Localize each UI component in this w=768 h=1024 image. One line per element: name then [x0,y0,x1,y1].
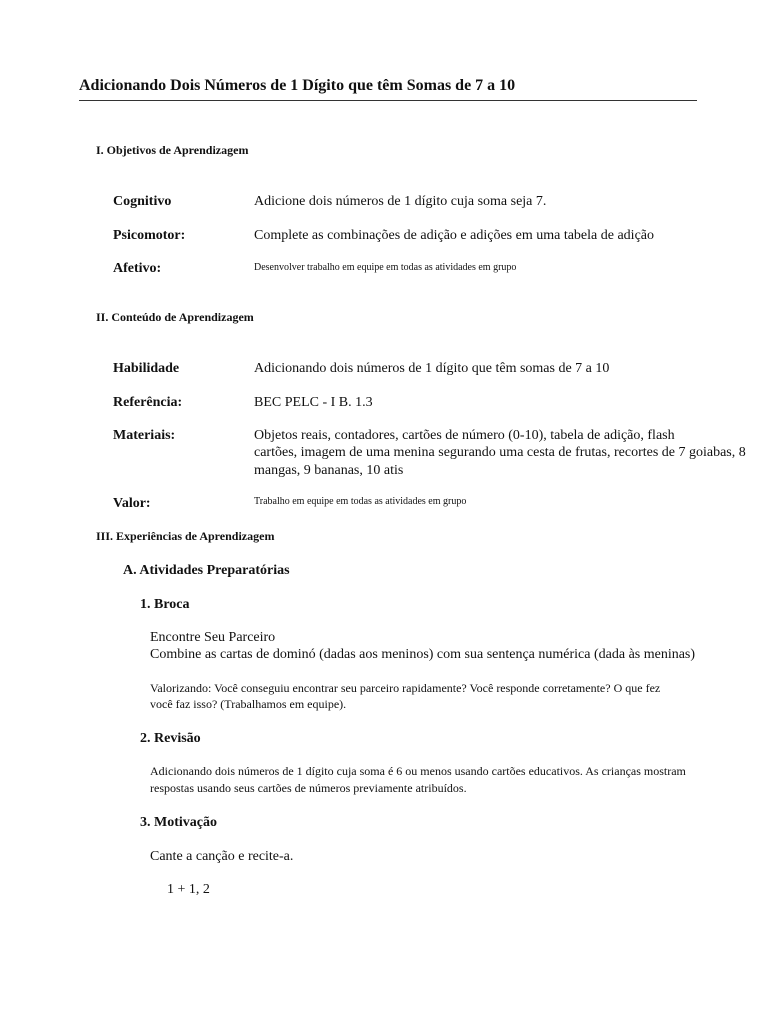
row-value-cognitivo: Adicione dois números de 1 dígito cuja soma seja 7. [254,194,547,209]
section-heading-objectives: I. Objetivos de Aprendizagem [96,143,249,157]
row-label-habilidade: Habilidade [113,361,180,376]
row-value-valor: Trabalho em equipe em todas as atividades em grupo [254,496,467,507]
row-label-cognitivo: Cognitivo [113,194,172,209]
motivacao-song-line: 1 + 1, 2 [167,882,210,897]
broca-valuing-line-2: você faz isso? (Trabalhamos em equipe). [150,697,347,711]
section-heading-experiences: III. Experiências de Aprendizagem [96,529,275,543]
motivacao-line-1: Cante a canção e recite-a. [150,849,294,864]
broca-line-2: Combine as cartas de dominó (dadas aos meninos) com sua sentença numérica (dada às meninas) [150,647,696,662]
row-value-habilidade: Adicionando dois números de 1 dígito que têm somas de 7 a 10 [254,361,610,376]
broca-line-1: Encontre Seu Parceiro [150,630,276,645]
row-label-referencia: Referência: [113,395,183,410]
row-value-materiais-line-2: cartões, imagem de uma menina segurando uma cesta de frutas, recortes de 7 goiabas, 8 [254,445,746,460]
item-heading-motivacao: 3. Motivação [140,815,217,830]
row-label-valor: Valor: [113,496,151,511]
subsection-heading-preparatory: A. Atividades Preparatórias [123,563,290,578]
section-heading-content: II. Conteúdo de Aprendizagem [96,310,254,324]
row-value-materiais-line-3: mangas, 9 bananas, 10 atis [254,463,404,478]
item-heading-revisao: 2. Revisão [140,731,201,746]
row-label-afetivo: Afetivo: [113,261,162,276]
revisao-line-2: respostas usando seus cartões de números previamente atribuídos. [150,781,467,795]
title-divider [79,100,697,101]
revisao-line-1: Adicionando dois números de 1 dígito cuja soma é 6 ou menos usando cartões educativos. As crianças mostram [150,764,686,778]
broca-valuing-line-1: Valorizando: Você conseguiu encontrar seu parceiro rapidamente? Você responde corretamente? O que fez [150,681,661,695]
row-label-materiais: Materiais: [113,428,176,443]
row-value-referencia: BEC PELC - I B. 1.3 [254,395,373,410]
row-value-psicomotor: Complete as combinações de adição e adições em uma tabela de adição [254,228,654,243]
page-title: Adicionando Dois Números de 1 Dígito que têm Somas de 7 a 10 [79,77,516,94]
row-label-psicomotor: Psicomotor: [113,228,186,243]
row-value-afetivo: Desenvolver trabalho em equipe em todas as atividades em grupo [254,262,517,273]
item-heading-broca: 1. Broca [140,597,190,612]
row-value-materiais-line-1: Objetos reais, contadores, cartões de número (0-10), tabela de adição, flash [254,428,675,443]
